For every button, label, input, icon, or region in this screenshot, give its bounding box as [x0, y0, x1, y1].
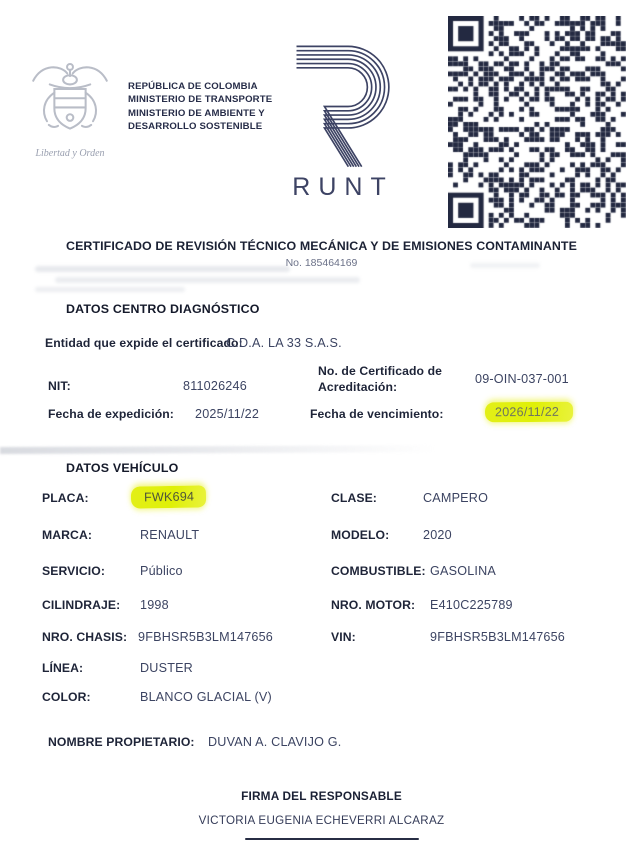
accreditation-label-line2: Acreditación: [318, 380, 398, 394]
signature-title: FIRMA DEL RESPONSABLE [241, 789, 402, 803]
accreditation-value: 09-OIN-037-001 [475, 372, 569, 386]
ministry-line: MINISTERIO DE AMBIENTE Y [128, 107, 265, 119]
vin-value: 9FBHSR5B3LM147656 [430, 630, 566, 644]
cilindraje-value: 1998 [140, 598, 169, 612]
linea-label: LÍNEA: [42, 661, 84, 675]
nro-chasis-value: 9FBHSR5B3LM147656 [138, 630, 274, 644]
nro-chasis-label: NRO. CHASIS: [42, 630, 128, 644]
marca-value: RENAULT [140, 528, 200, 542]
color-label: COLOR: [42, 690, 91, 704]
clase-label: CLASE: [331, 491, 377, 505]
owner-label: NOMBRE PROPIETARIO: [48, 735, 195, 749]
scan-smudge [55, 277, 360, 283]
section-title-centro-diagnostico: DATOS CENTRO DIAGNÓSTICO [66, 302, 260, 316]
nro-motor-label: NRO. MOTOR: [331, 598, 416, 612]
expiry-date-value: 2026/11/22 [485, 402, 573, 423]
linea-value: DUSTER [140, 661, 193, 675]
issue-date-value: 2025/11/22 [195, 407, 260, 421]
nit-label: NIT: [48, 379, 71, 393]
qr-code-icon [448, 16, 626, 228]
accreditation-label-line1: No. de Certificado de [318, 364, 442, 378]
owner-value: DUVAN A. CLAVIJO G. [208, 735, 342, 749]
signature-line [245, 838, 419, 840]
color-value: BLANCO GLACIAL (V) [140, 690, 272, 704]
colombia-coat-of-arms-icon [18, 55, 122, 173]
modelo-label: MODELO: [331, 528, 390, 542]
vin-label: VIN: [331, 630, 356, 644]
expiry-date-highlight [485, 402, 573, 422]
section-title-vehiculo: DATOS VEHÍCULO [66, 461, 179, 475]
runt-wordmark: RUNT [292, 173, 394, 201]
combustible-value: GASOLINA [430, 564, 496, 578]
placa-label: PLACA: [42, 491, 89, 505]
issue-date-label: Fecha de expedición: [48, 407, 174, 421]
expiry-date-label: Fecha de vencimiento: [310, 407, 444, 421]
cilindraje-label: CILINDRAJE: [42, 598, 121, 612]
combustible-label: COMBUSTIBLE: [331, 564, 426, 578]
nro-motor-value: E410C225789 [430, 598, 513, 612]
signature-name: VICTORIA EUGENIA ECHEVERRI ALCARAZ [198, 814, 445, 827]
placa-highlight [131, 486, 206, 508]
scan-smudge [35, 287, 185, 292]
document-title: CERTIFICADO DE REVISIÓN TÉCNICO MECÁNICA Y DE EMISIONES CONTAMINANTE [66, 239, 577, 253]
marca-label: MARCA: [42, 528, 93, 542]
ministry-header [128, 80, 308, 134]
runt-logo-icon [289, 42, 391, 171]
ministry-line: MINISTERIO DE TRANSPORTE [128, 94, 273, 106]
ministry-line: REPÚBLICA DE COLOMBIA [128, 81, 258, 92]
clase-value: CAMPERO [423, 491, 489, 505]
certificate-number: No. 185464169 [285, 257, 358, 269]
scan-streak [0, 445, 485, 454]
coat-of-arms-motto: Libertad y Orden [35, 148, 105, 159]
nit-value: 811026246 [183, 379, 247, 393]
servicio-label: SERVICIO: [42, 564, 105, 578]
servicio-value: Público [140, 564, 183, 578]
ministry-line: DESARROLLO SOSTENIBLE [128, 121, 263, 133]
entity-value: C.D.A. LA 33 S.A.S. [226, 336, 342, 350]
entity-label: Entidad que expide el certificado: [45, 336, 243, 350]
modelo-value: 2020 [423, 528, 452, 542]
placa-value: FWK694 [131, 485, 207, 508]
runt-logo [284, 42, 396, 202]
